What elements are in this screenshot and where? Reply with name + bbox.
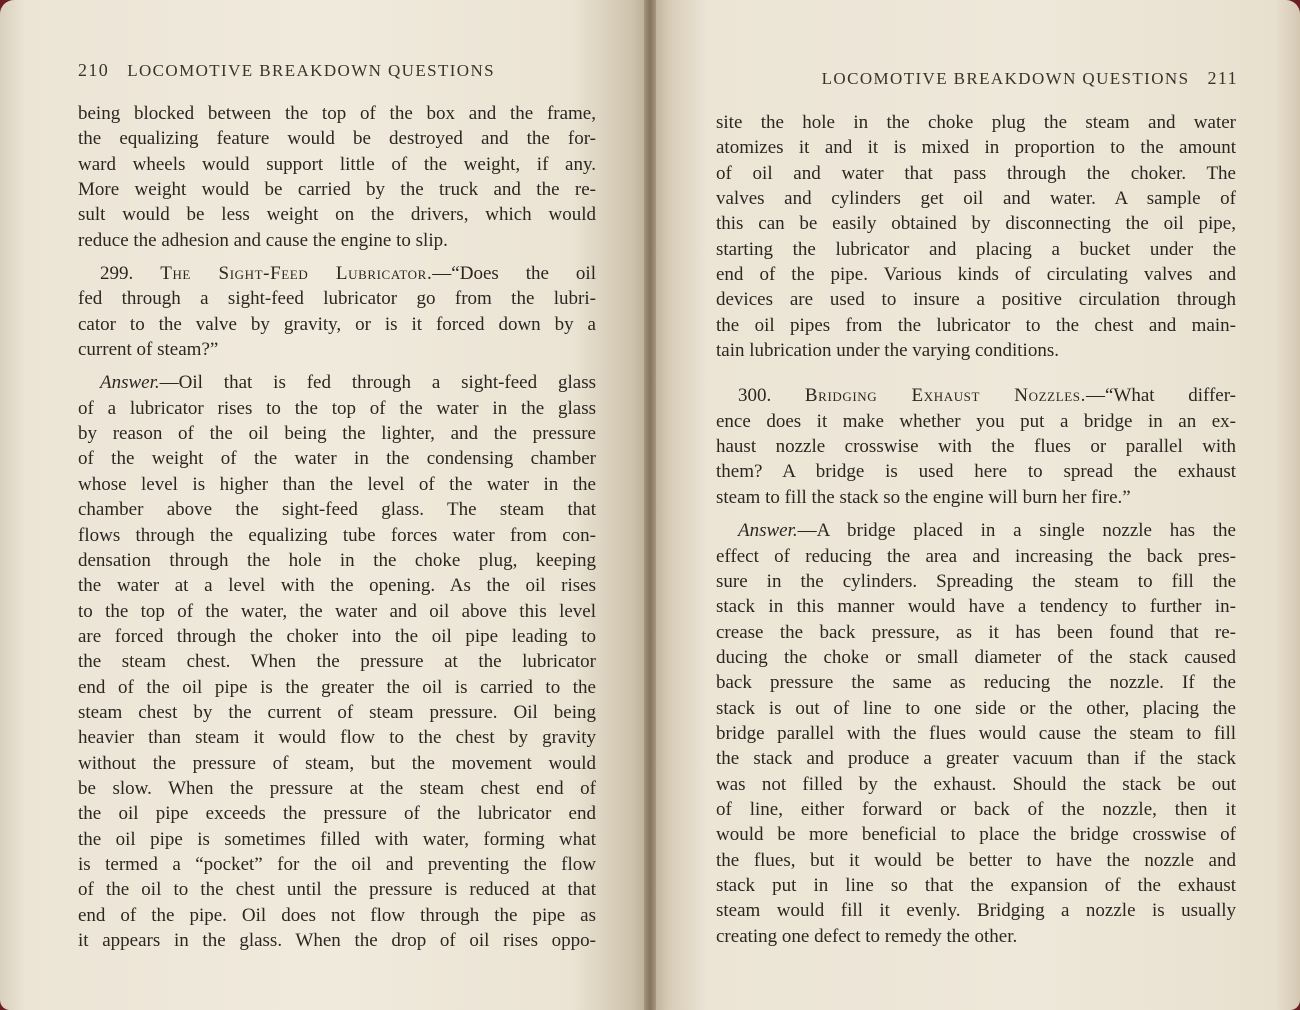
text-line: the steam chest. When the pressure at the lubricator [78,651,596,673]
text-line: site the hole in the choke plug the steam and water [716,112,1236,133]
left-running-head-title: LOCOMOTIVE BREAKDOWN QUESTIONS [127,61,496,80]
text-line: the oil pipes from the lubricator to the chest and main- [716,314,1236,336]
text-line: steam chest by the current of steam pressure. Oil being [78,701,596,723]
left-body-text [78,101,596,953]
text-line: the equalizing feature would be destroyed and the for- [78,128,596,150]
text-line: sult would be less weight on the drivers, which would [78,204,596,226]
answer-heading [78,370,596,395]
question-title: The Sight-Feed Lubricator. [160,263,433,285]
text-line: back pressure the same as reducing the nozzle. If the [716,672,1236,694]
text-line: whose level is higher than the level of the water in the [78,473,596,495]
text-line: chamber above the sight-feed glass. The steam that [78,499,596,521]
answer-heading [716,518,1236,543]
question-299 [78,261,596,362]
text-line: without the pressure of steam, but the movement would [78,752,596,774]
answer-label: Answer. [100,372,160,394]
text-line: the water at a level with the opening. As the oil rises [78,575,596,597]
text-line: creating one defect to remedy the other. [716,925,1018,947]
text-line: being blocked between the top of the box and the frame, [78,103,596,124]
right-running-head [822,68,1238,89]
left-running-head [78,60,495,81]
answer-299 [78,370,596,953]
text-line: stack is out of line to one side or the other, placing the [716,697,1236,719]
text-line: the oil pipe exceeds the pressure of the lubricator end [78,803,596,825]
question-300 [716,383,1236,510]
text-line: fed through a sight-feed lubricator go from the lubri- [78,288,596,310]
left-paragraph-continuation [78,101,596,253]
text-line: starting the lubricator and placing a bucket under the [716,238,1236,260]
question-title: Bridging Exhaust Nozzles. [804,385,1086,407]
text-line: of oil and water that pass through the choker. The [716,162,1236,184]
text-line: More weight would be carried by the truck and the re- [78,179,596,201]
text-line: end of the pipe. Various kinds of circulating valves and [716,264,1236,286]
text-line: was not filled by the exhaust. Should the stack be out [716,773,1236,795]
text-line: effect of reducing the area and increasing the back pres- [716,545,1236,567]
text-line: stack put in line so that the expansion of the exhaust [716,874,1236,896]
text-fragment: —“What differ- [1085,385,1236,407]
text-line: ence does it make whether you put a bridge in an ex- [716,410,1236,432]
text-line: haust nozzle crosswise with the flues or parallel with [716,436,1236,458]
right-paragraph-continuation [716,110,1236,363]
text-line: of a lubricator rises to the top of the water in the glass [78,397,596,419]
text-line: be slow. When the pressure at the steam chest end of [78,777,596,799]
text-line: crease the back pressure, as it has been found that re- [716,621,1236,643]
right-page-number: 211 [1207,68,1238,88]
text-line: the flues, but it would be better to have the nozzle and [716,849,1236,871]
text-line: steam to fill the stack so the engine will burn her fire.” [716,486,1131,508]
text-line: end of the oil pipe is the greater the oil is carried to the [78,676,596,698]
text-line: to the top of the water, the water and oil above this level [78,600,596,622]
question-number: 300. [738,385,772,407]
text-line: stack in this manner would have a tendency to further in- [716,596,1236,618]
text-line: heavier than steam it would flow to the chest by gravity [78,727,596,749]
text-line: them? A bridge is used here to spread the exhaust [716,461,1236,483]
text-line: devices are used to insure a positive circulation through [716,289,1236,311]
text-line: of line, either forward or back of the nozzle, then it [716,798,1236,820]
text-line: the stack and produce a greater vacuum than if the stack [716,748,1236,770]
text-line: is termed a “pocket” for the oil and preventing the flow [78,853,596,875]
text-line: of the weight of the water in the condensing chamber [78,448,596,470]
text-line: the oil pipe is sometimes filled with water, forming what [78,828,596,850]
text-line: of the oil to the chest until the pressure is reduced at that [78,879,596,901]
text-line: atomizes it and it is mixed in proportion to the amount [716,137,1236,159]
text-line: sure in the cylinders. Spreading the steam to fill the [716,570,1236,592]
text-line: flows through the equalizing tube forces water from con- [78,524,596,546]
text-line: it appears in the glass. When the drop of oil rises oppo- [78,930,596,951]
text-line: bridge parallel with the flues would cause the steam to fill [716,722,1236,744]
text-line: would be more beneficial to place the bridge crosswise of [716,824,1236,846]
right-body-text [716,110,1236,949]
text-line: current of steam?” [78,339,219,361]
right-page [650,0,1300,1010]
answer-300 [716,518,1236,949]
text-fragment: —“Does the oil [432,263,596,285]
book-gutter [644,0,656,1010]
answer-label: Answer. [738,520,798,542]
question-299-heading [78,261,596,286]
text-line: ward wheels would support little of the weight, if any. [78,153,596,175]
text-line: cator to the valve by gravity, or is it forced down by a [78,313,596,335]
question-300-heading [716,383,1236,408]
text-line: reduce the adhesion and cause the engine to slip. [78,229,448,251]
left-page-number: 210 [78,60,110,80]
text-fragment: —A bridge placed in a single nozzle has the [797,520,1236,542]
text-line: tain lubrication under the varying conditions. [716,340,1059,362]
text-line: steam would fill it evenly. Bridging a nozzle is usually [716,900,1236,922]
text-line: this can be easily obtained by disconnecting the oil pipe, [716,213,1236,235]
text-line: densation through the hole in the choke plug, keeping [78,549,596,571]
text-fragment: —Oil that is fed through a sight-feed glass [159,372,596,394]
question-number: 299. [100,263,134,285]
text-line: ducing the choke or small diameter of the stack caused [716,646,1236,668]
right-running-head-title: LOCOMOTIVE BREAKDOWN QUESTIONS [821,69,1190,88]
text-line: by reason of the oil being the lighter, and the pressure [78,423,596,445]
text-line: end of the pipe. Oil does not flow through the pipe as [78,904,596,926]
text-line: valves and cylinders get oil and water. A sample of [716,188,1236,210]
text-line: are forced through the choker into the oil pipe leading to [78,625,596,647]
